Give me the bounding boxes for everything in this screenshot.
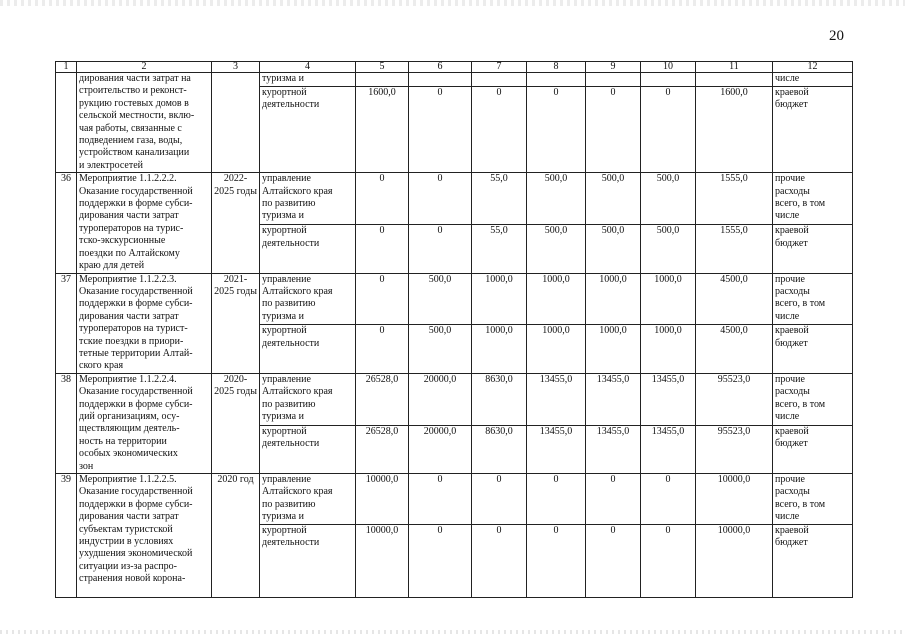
amount-cell: 13455,0 [527,425,586,473]
executor-line: курортной [262,425,307,437]
col-header-8: 8 [527,62,586,73]
amount-cell: 13455,0 [641,425,696,473]
activity-description-line: Мероприятие 1.1.2.2.2. [79,173,177,185]
executor-line: курортной [262,86,307,98]
page-number: 20 [829,28,844,44]
activity-description-line: сельской местности, вклю- [79,110,195,122]
executor-line: туризма и [262,410,304,422]
amount-cell [409,73,472,87]
amount-cell: 1000,0 [586,273,641,325]
amount-cell [641,73,696,87]
funding-source [773,86,853,173]
activity-description [77,474,212,598]
program-activities-table [55,61,853,598]
amount-cell: 10000,0 [696,524,773,597]
col-header-4: 4 [260,62,356,73]
activity-description-line: ситуации из-за распро- [79,560,177,572]
funding-source-line: прочие [775,474,805,485]
amount-cell [472,73,527,87]
funding-source-line: числе [775,310,800,322]
executor-line: по развитию [262,498,316,510]
activity-description-line: строительство и реконст- [79,85,187,97]
amount-cell: 13455,0 [527,373,586,425]
amount-cell: 500,0 [409,325,472,373]
activity-description-line: дирования части затрат [79,210,179,222]
amount-cell: 0 [527,474,586,525]
executor-line: Алтайского края [262,386,333,398]
activity-description-line: Оказание государственной [79,386,193,398]
col-header-3: 3 [212,62,260,73]
funding-source [773,325,853,373]
funding-source-line: краевой [775,86,809,98]
col-header-5: 5 [356,62,409,73]
amount-cell: 26528,0 [356,373,409,425]
amount-cell: 1600,0 [356,86,409,173]
activity-description-line: и электросетей [79,159,144,171]
activity-description-line: тские поездки в приори- [79,335,184,347]
col-header-12: 12 [773,62,853,73]
col-header-10: 10 [641,62,696,73]
executor-line: управление [262,173,311,185]
amount-cell: 0 [472,474,527,525]
column-number-row [56,62,853,73]
amount-cell: 500,0 [586,225,641,273]
table-row [56,273,853,325]
activity-description-line: ществляющим деятель- [79,423,180,435]
executor [260,425,356,473]
amount-cell: 0 [641,524,696,597]
executor-line: Алтайского края [262,486,333,498]
activity-description-line: тско-экскурсионные [79,235,166,247]
table-row [56,373,853,425]
amount-cell: 500,0 [527,225,586,273]
amount-cell: 1555,0 [696,225,773,273]
table-row [56,474,853,525]
executor [260,225,356,273]
executor [260,373,356,425]
amount-cell: 10000,0 [356,524,409,597]
col-header-6: 6 [409,62,472,73]
executor [260,73,356,87]
activity-description [77,73,212,173]
activity-description [77,273,212,373]
amount-cell: 0 [409,474,472,525]
col-header-9: 9 [586,62,641,73]
col-header-1: 1 [56,62,77,73]
executor-line: Алтайского края [262,285,333,297]
amount-cell: 0 [641,86,696,173]
amount-cell: 20000,0 [409,425,472,473]
activity-description-line: ского края [79,360,124,372]
amount-cell: 0 [409,173,472,225]
amount-cell: 13455,0 [586,373,641,425]
executor-line: деятельности [262,537,320,549]
executor-line: деятельности [262,98,320,110]
amount-cell: 95523,0 [696,373,773,425]
activity-description-line: туроператоров на турис- [79,222,184,234]
amount-cell: 0 [586,86,641,173]
activity-description-line: поддержки в форме субси- [79,498,193,510]
amount-cell: 95523,0 [696,425,773,473]
amount-cell: 0 [472,86,527,173]
amount-cell: 1000,0 [586,325,641,373]
funding-source-line: числе [775,511,800,523]
activity-description-line: Мероприятие 1.1.2.2.4. [79,373,177,385]
executor [260,325,356,373]
amount-cell: 0 [409,225,472,273]
table-row-continued-top [56,73,853,87]
activity-description [77,373,212,473]
activity-description-line: индустрии в условиях [79,536,174,548]
amount-cell: 1555,0 [696,173,773,225]
executor-line: Алтайского края [262,185,333,197]
activity-description-line: дирования части затрат на [79,73,191,84]
executor [260,524,356,597]
activity-description-line: устройством канализации [79,147,190,159]
funding-source-line: краевой [775,325,809,337]
row-number: 39 [56,474,77,598]
executor-line: туризма и [262,511,304,523]
funding-source-line: всего, в том [775,198,826,210]
amount-cell: 4500,0 [696,325,773,373]
amount-cell: 1000,0 [641,273,696,325]
amount-cell [696,73,773,87]
funding-source [773,173,853,225]
table-body [56,62,853,598]
funding-source-line: расходы [775,285,810,297]
amount-cell: 500,0 [641,173,696,225]
row-number: 36 [56,173,77,273]
period [212,73,260,173]
funding-source-line: всего, в том [775,298,826,310]
amount-cell: 55,0 [472,173,527,225]
amount-cell: 10000,0 [356,474,409,525]
amount-cell: 500,0 [586,173,641,225]
amount-cell: 0 [356,225,409,273]
activity-description-line: ухудшения экономической [79,548,193,560]
executor-line: управление [262,474,311,485]
amount-cell: 13455,0 [641,373,696,425]
executor [260,273,356,325]
activity-description-line: туроператоров на турист- [79,323,188,335]
amount-cell [586,73,641,87]
table-row [56,173,853,225]
executor-line: курортной [262,325,307,337]
activity-description-line: дирования части затрат [79,511,179,523]
funding-source [773,273,853,325]
executor-line: по развитию [262,298,316,310]
funding-source [773,73,853,87]
amount-cell [527,73,586,87]
activity-description-line: Мероприятие 1.1.2.2.5. [79,474,177,485]
funding-source-line: бюджет [775,98,808,110]
funding-source-line: бюджет [775,337,808,349]
funding-source [773,373,853,425]
executor-line: деятельности [262,237,320,249]
activity-description-line: поддержки в форме субси- [79,198,193,210]
amount-cell: 0 [356,325,409,373]
amount-cell: 10000,0 [696,474,773,525]
amount-cell: 26528,0 [356,425,409,473]
activity-description-line: поддержки в форме субси- [79,398,193,410]
amount-cell: 0 [527,524,586,597]
amount-cell: 0 [641,474,696,525]
amount-cell: 1000,0 [472,273,527,325]
funding-source-line: расходы [775,486,810,498]
amount-cell: 1000,0 [472,325,527,373]
col-header-11: 11 [696,62,773,73]
executor-line: туризма и [262,210,304,222]
executor-line: курортной [262,225,307,237]
funding-source-line: расходы [775,185,810,197]
activity-description-line: чая работы, связанные с [79,122,182,134]
amount-cell: 4500,0 [696,273,773,325]
executor-line: управление [262,273,311,285]
amount-cell: 0 [527,86,586,173]
activity-description-line: особых экономических [79,448,178,460]
amount-cell: 1000,0 [641,325,696,373]
funding-source-line: бюджет [775,438,808,450]
executor-line: туризма и [262,73,304,84]
executor [260,86,356,173]
executor-line: деятельности [262,438,320,450]
activity-description-line: поездки по Алтайскому [79,247,180,259]
funding-source-line: прочие [775,173,805,185]
funding-source-line: числе [775,410,800,422]
amount-cell: 0 [586,524,641,597]
executor-line: по развитию [262,198,316,210]
activity-description-line: странения новой корона- [79,573,186,585]
col-header-2: 2 [77,62,212,73]
executor [260,474,356,525]
row-number [56,73,77,173]
period: 2020-2025 годы [212,373,260,473]
funding-source [773,474,853,525]
activity-description-line: рукцию гостевых домов в [79,97,189,109]
funding-source [773,524,853,597]
period: 2020 год [212,474,260,598]
amount-cell: 1000,0 [527,325,586,373]
activity-description-line: Оказание государственной [79,185,193,197]
funding-source-line: краевой [775,524,809,536]
funding-source-line: числе [775,73,800,84]
amount-cell: 0 [356,173,409,225]
amount-cell: 1000,0 [527,273,586,325]
activity-description-line: подведением газа, воды, [79,135,183,147]
funding-source-line: числе [775,210,800,222]
amount-cell: 13455,0 [586,425,641,473]
amount-cell: 0 [586,474,641,525]
activity-description-line: дий организациям, осу- [79,410,180,422]
funding-source-line: прочие [775,373,805,385]
funding-source-line: бюджет [775,537,808,549]
activity-description-line: тетные территории Алтай- [79,347,193,359]
col-header-7: 7 [472,62,527,73]
amount-cell: 55,0 [472,225,527,273]
scan-edge-top [0,0,905,6]
funding-source-line: прочие [775,273,805,285]
funding-source [773,225,853,273]
executor-line: управление [262,373,311,385]
activity-description-line: дирования части затрат [79,310,179,322]
amount-cell: 0 [356,273,409,325]
funding-source-line: краевой [775,425,809,437]
funding-source-line: всего, в том [775,498,826,510]
row-number: 38 [56,373,77,473]
activity-description-line: краю для детей [79,260,145,272]
funding-source [773,425,853,473]
activity-description-line: поддержки в форме субси- [79,298,193,310]
executor-line: туризма и [262,310,304,322]
amount-cell: 0 [472,524,527,597]
amount-cell: 8630,0 [472,373,527,425]
activity-description-line: Мероприятие 1.1.2.2.3. [79,273,177,285]
funding-source-line: всего, в том [775,398,826,410]
executor-line: курортной [262,524,307,536]
executor [260,173,356,225]
executor-line: деятельности [262,337,320,349]
amount-cell: 500,0 [527,173,586,225]
amount-cell: 0 [409,86,472,173]
activity-description-line: зон [79,460,94,472]
amount-cell: 500,0 [409,273,472,325]
row-number: 37 [56,273,77,373]
amount-cell: 0 [409,524,472,597]
period: 2022-2025 годы [212,173,260,273]
amount-cell: 500,0 [641,225,696,273]
activity-description [77,173,212,273]
amount-cell: 20000,0 [409,373,472,425]
activity-description-line: ность на территории [79,435,167,447]
period: 2021-2025 годы [212,273,260,373]
funding-source-line: краевой [775,225,809,237]
activity-description-line: субъектам туристской [79,523,173,535]
funding-source-line: расходы [775,386,810,398]
executor-line: по развитию [262,398,316,410]
amount-cell [356,73,409,87]
activity-description-line: Оказание государственной [79,486,193,498]
amount-cell: 1600,0 [696,86,773,173]
activity-description-line: Оказание государственной [79,285,193,297]
funding-source-line: бюджет [775,237,808,249]
amount-cell: 8630,0 [472,425,527,473]
scan-edge-bottom [0,630,905,634]
